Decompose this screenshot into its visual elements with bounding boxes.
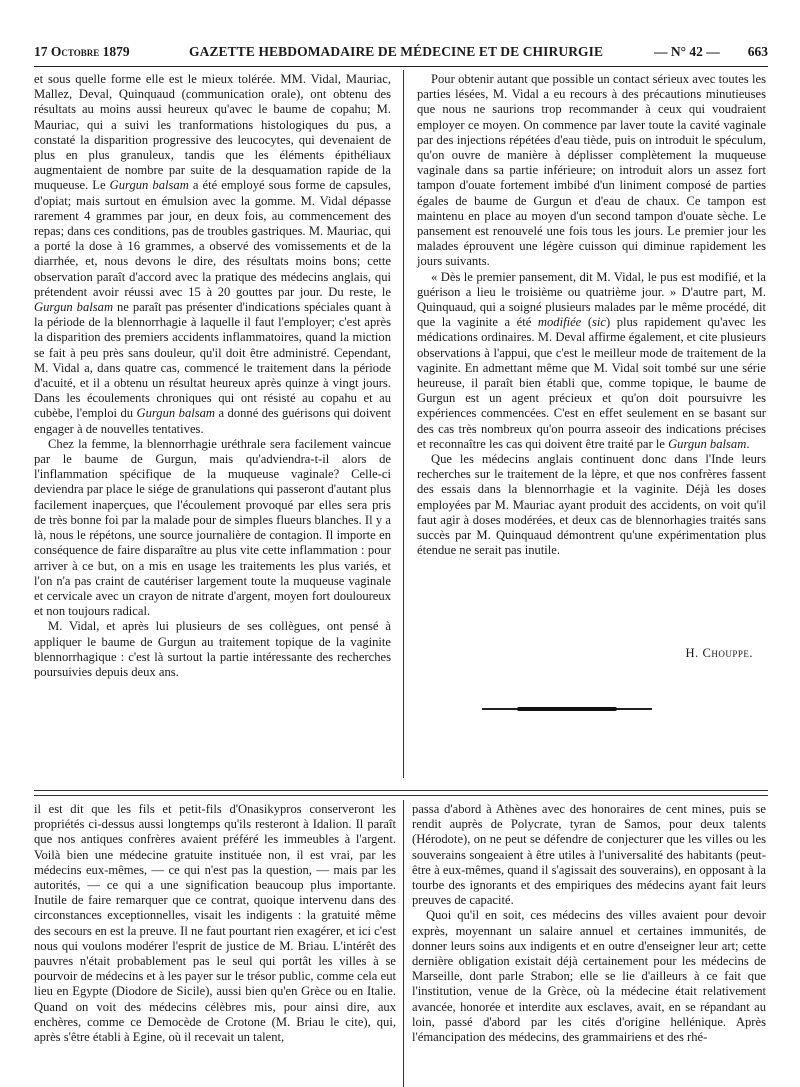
section-divider-ornament bbox=[482, 707, 652, 711]
text-run: . bbox=[746, 436, 750, 451]
column-divider bbox=[403, 800, 404, 1087]
feuilleton-rule bbox=[34, 790, 768, 796]
author-signature: H. Chouppe. bbox=[685, 646, 753, 660]
text-run: ne paraît pas présenter d'indications spéciales quant à la période de la blennorrhagie à laquelle il faut l'employer; c'est après la disparition des premiers accidents inflammatoires, quand la miction se fait à peu près sans douleur, qu'il doit être administré. Cependant, M. Vidal a, dans quatre cas, commencé le traitement dans la période d'acuité, et il a obtenu un résultat heureux après quinze à vingt jours. Dans les écoulements chroniques qui ont résisté au copahu et au cubèbe, l'emploi du bbox=[34, 300, 391, 421]
italic-term: modifiée bbox=[537, 315, 582, 330]
paragraph: Que les médecins anglais continuent donc dans l'Inde leurs recherches sur le traitement de la lèpre, et que nos confrères fassent des essais dans la blennorrhagie et la vaginite. Déjà les doses employées par M. Mauriac ayant produit des accidents, on voit qu'il faut agir à doses modérées, et deux cas de blennorhagies traités sans succès par M. Quinquaud démontrent qu'une expérimentation plus étendue ne serait pas inutile. bbox=[417, 452, 766, 558]
paragraph: Pour obtenir autant que possible un contact sérieux avec toutes les parties lésées, M. Vidal a eu recours à des précautions minutieuses que nous ne saurions trop recommander à ceux qui voudraient employer ce moyen. On commence par laver toute la cavité vaginale par des injections répétées d'eau tiède, puis on introduit le spéculum, qu'on ouvre de manière à déplisser complètement la muqueuse vaginale dans sa partie inférieure; on introduit alors un assez fort tampon d'ouate fortement imbibé d'un liniment composé de parties égales de baume de Gurgun et d'eau de chaux. Ce tampon est maintenu en place au moyen d'un second tampon d'ouate sèche. Le pansement est renouvelé une fois tous les jours. Le premier jour les malades éprouvent une légère cuisson qui diminue rapidement les jours suivants. bbox=[417, 72, 766, 269]
italic-term: Gurgun balsam bbox=[668, 436, 747, 451]
header-date: 17 Octobre 1879 bbox=[34, 44, 130, 59]
feuilleton-column-left bbox=[34, 802, 396, 1087]
text-run: « Dès le premier pansement, dit M. Vidal, le pus est modifié, et la guérison a lieu le troisième ou quatrième jour. » D'autre part, M. Quinquaud, qui a soigné plusieurs malades par le même procédé, dit que la vaginite a été bbox=[417, 269, 766, 330]
text-run: ) plus rapidement qu'avec les médications ordinaires. M. Deval affirme également, et cite plusieurs observations à l'appui, que c'est le meilleur mode de traitement de la vaginite. En admettant même que M. Vidal soit tombé sur une série heureuse, il paraît bien établi que, comme topique, le baume de Gurgun est un agent précieux et qu'on doit poursuivre les expériences commencées. C'est en effet seulement en se basant sur des cas très nombreux qu'on pourra asseoir des indications précises et reconnaître les cas qui doivent être traité par le bbox=[417, 315, 766, 451]
italic-term: Gurgun balsam bbox=[34, 300, 114, 315]
paragraph: Chez la femme, la blennorrhagie uréthrale sera facilement vaincue par le baume de Gurgun, mais qu'adviendra-t-il alors de l'inflammation spécifique de la muqueuse vaginale? Celle-ci deviendra par place le siége de granulations qui passeront d'autant plus facilement inaperçues, que l'écoulement provoqué par elles sera pris de très bonne foi par la malade pour de simples flueurs blanches. Il y a là, nous le répétons, une source journalière de contagion. Il importe en conséquence de faire disparaître au plus vite cette inflammation : pour arriver à ce but, on a mis en usage les traitements les plus variés, et l'on n'a pas craint de cautériser largement toute la muqueuse vaginale et cervicale avec un crayon de nitrate d'argent, moyen fort douloureux et non toujours radical. bbox=[34, 436, 391, 619]
header-page-number: 663 bbox=[747, 44, 768, 59]
paragraph: passa d'abord à Athènes avec des honoraires de cent mines, puis se rendit auprès de Polycrate, tyran de Samos, pour deux talents (Hérodote), on ne peut se défendre de conjecturer que les villes ou les souverains songeaient à être utiles à l'universalité des habitants (peut-être à eux-mêmes, quand il s'agissait des souverains), en opposant à la tourbe des ignorants et des empiriques des médecins ayant fait leurs preuves de capacité. bbox=[412, 802, 766, 908]
text-run: a été employé sous forme de capsules, d'opiat; mais surtout en émulsion avec la gomme. M. Vidal dépasse rarement 4 grammes par jour, en deux fois, au commencement des repas; dans ces conditions, pas de troubles gastriques. M. Mauriac, qui a porté la dose à 16 grammes, a observé des vomissements et de la diarrhée, et, nous devons le dire, des résultats moins bons; cette observation paraît d'accord avec la pratique des médecins anglais, qui prétendent avoir réussi avec 15 à 20 gouttes par jour. Du reste, le bbox=[34, 178, 392, 299]
text-run: ( bbox=[581, 315, 593, 330]
italic-term: sic bbox=[592, 315, 607, 330]
paragraph bbox=[34, 72, 391, 437]
page-header bbox=[34, 44, 768, 64]
column-divider bbox=[403, 70, 404, 778]
italic-term: Gurgun balsam bbox=[136, 406, 216, 421]
header-title: GAZETTE HEBDOMADAIRE DE MÉDECINE ET DE CHIRURGIE bbox=[189, 44, 604, 59]
header-issue: — N° 42 — bbox=[654, 44, 720, 59]
header-rule bbox=[34, 66, 768, 67]
italic-term: Gurgun balsam bbox=[109, 178, 189, 193]
paragraph bbox=[417, 270, 766, 452]
text-run: a donné des guérisons qui doivent engager à de nouvelles tentatives. bbox=[34, 406, 391, 436]
feuilleton-column-right bbox=[412, 802, 766, 1087]
article-column-right bbox=[417, 72, 766, 712]
article-column-left bbox=[34, 72, 391, 784]
paragraph: M. Vidal, et après lui plusieurs de ses collègues, ont pensé à appliquer le baume de Gurgun au traitement topique de la vaginite blennorrhagique : c'est là surtout la partie intéressante des recherches poursuivies depuis deux ans. bbox=[34, 619, 391, 679]
paragraph: Quoi qu'il en soit, ces médecins des villes avaient pour devoir exprès, moyennant un salaire annuel et certaines immunités, de donner leurs soins aux indigents et en outre d'enseigner leur art; cette dernière obligation existait déjà certainement pour les médecins de Marseille, dont parle Strabon; elle se lie d'ailleurs à ce fait que l'institution, venue de la Grèce, où la médecine était relativement avancée, honorée et interdite aux esclaves, avait, en se répandant au loin, passé d'abord par les cités d'origine hellénique. Après l'émancipation des médecins, des grammairiens et des rhé- bbox=[412, 908, 766, 1045]
paragraph: il est dit que les fils et petit-fils d'Onasikypros conserveront les propriétés ci-dessus aussi longtemps qu'ils resteront à Idalion. Il paraît que nos antiques confrères avaient préféré les immeubles à l'argent. Voilà bien une médecine gratuite instituée non, il est vrai, par les médecins eux-mêmes, — ce qui n'est pas la question, — mais par les autorités, — ce qui a une signification beaucoup plus importante. Inutile de faire remarquer que ce contrat, quoique intervenu dans des circonstances exceptionnelles, visait les indigents : la gratuité même des secours en est la preuve. Il ne faut pourtant rien exagérer, et ici c'est nous qui voulons modérer l'esprit de justice de M. Briau. L'intérêt des pauvres n'était probablement pas le seul qui portât les villes à se pourvoir de médecins et à les payer sur le trésor public, comme cela eut lieu en Egypte (Diodore de Sicile), aussi bien qu'en Grèce ou en Italie. Quand on voit des médecins célèbres mis, pour ainsi dire, aux enchères, comme ce Democède de Crotone (M. Briau le cite), qui, après s'être établi à Egine, où il recevait un talent, bbox=[34, 802, 396, 1045]
text-run: et sous quelle forme elle est le mieux tolérée. MM. Vidal, Mauriac, Mallez, Deval, Quinquaud (communication orale), ont obtenu des résultats au moins aussi heureux qu'avec le baume de copahu; M. Mauriac, qui a suivi les tranformations histologiques du pus, a constaté la disparition progressive des leucocytes, qui devenaient de plus en plus granuleux, tandis que les éléments épithéliaux augmentaient de nombre par suite de la desquamation rapide de la muqueuse. Le bbox=[34, 72, 391, 193]
